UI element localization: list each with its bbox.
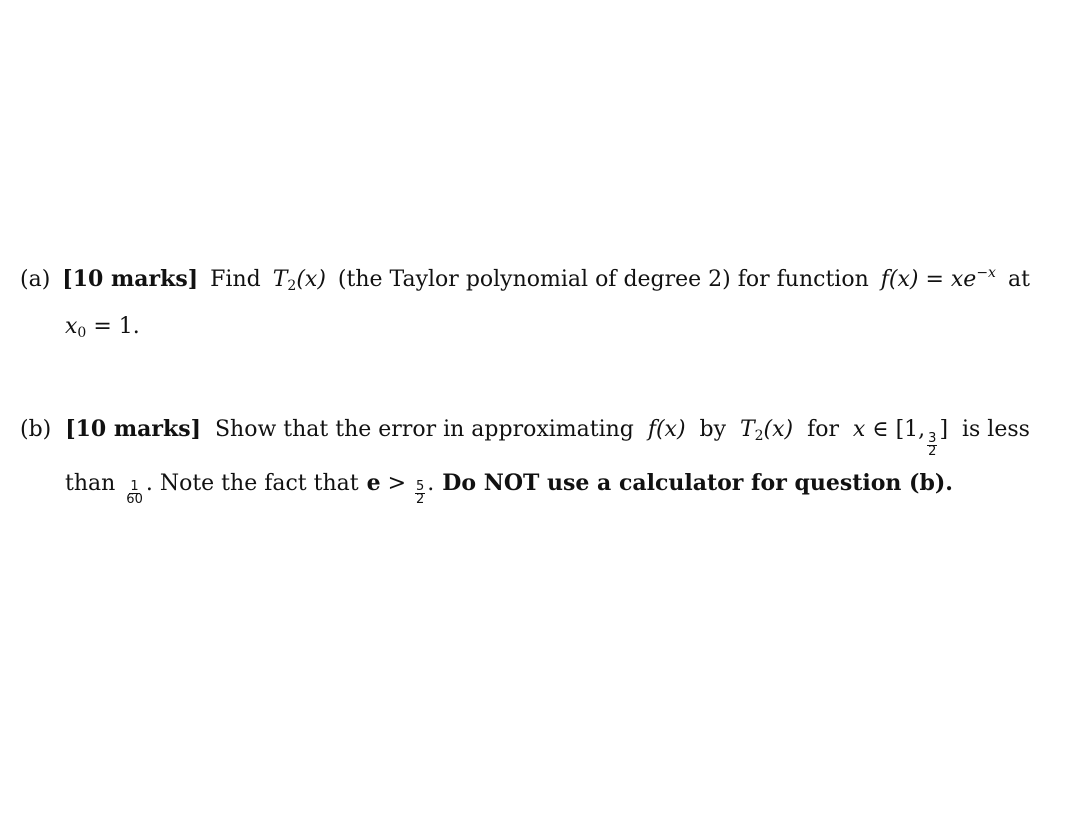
exponent: −x: [976, 265, 996, 281]
question-b-label: (b): [20, 417, 52, 442]
taylor-polynomial-symbol-b: $T_2(x)$: [739, 417, 794, 444]
question-b-note-text: . Note the fact that: [145, 471, 359, 496]
calculator-instruction: Do NOT use a calculator for question (b).: [442, 470, 953, 496]
interval-fraction: $\frac{3}{2}$: [928, 431, 937, 459]
question-a-line-2: [20, 314, 1030, 339]
interval-expression: x ∈ [1, $\frac{3}{2}$ ]: [852, 417, 949, 459]
question-a-marks: [10 marks]: [62, 266, 199, 292]
question-a: [20, 266, 1030, 339]
question-a-label: (a): [20, 267, 51, 292]
e-bound-fraction: $\frac{5}{2}$: [416, 479, 425, 507]
question-b-for-text: for: [807, 417, 839, 442]
greater-than-sign: >: [380, 471, 414, 496]
euler-number: e: [366, 470, 381, 496]
question-b-marks: [10 marks]: [65, 416, 202, 442]
question-a-description: (the Taylor polynomial of degree 2) for function: [337, 267, 869, 292]
question-b-line-1: [20, 416, 1030, 458]
question-b-show-text: Show that the error in approximating: [214, 417, 634, 442]
function-symbol: f(x): [647, 417, 686, 442]
question-b-period: .: [427, 471, 435, 496]
question-b-than-text: than: [65, 471, 116, 496]
question-b: [20, 416, 1030, 506]
question-a-find-text: Find: [210, 267, 261, 292]
function-expression: $f(x) = xe^{-x}$: [880, 265, 996, 292]
question-a-line-1: [20, 266, 1030, 292]
question-a-at-text: at: [1007, 267, 1030, 292]
expansion-point: $x_0 = 1$.: [65, 314, 140, 341]
question-b-by-text: by: [699, 417, 726, 442]
error-bound-fraction: $\frac{1}{60}$: [126, 479, 143, 507]
question-b-line-2: [20, 470, 1030, 506]
taylor-polynomial-symbol: $T_2(x)$: [272, 267, 326, 294]
question-b-less-text: is less: [961, 417, 1030, 442]
